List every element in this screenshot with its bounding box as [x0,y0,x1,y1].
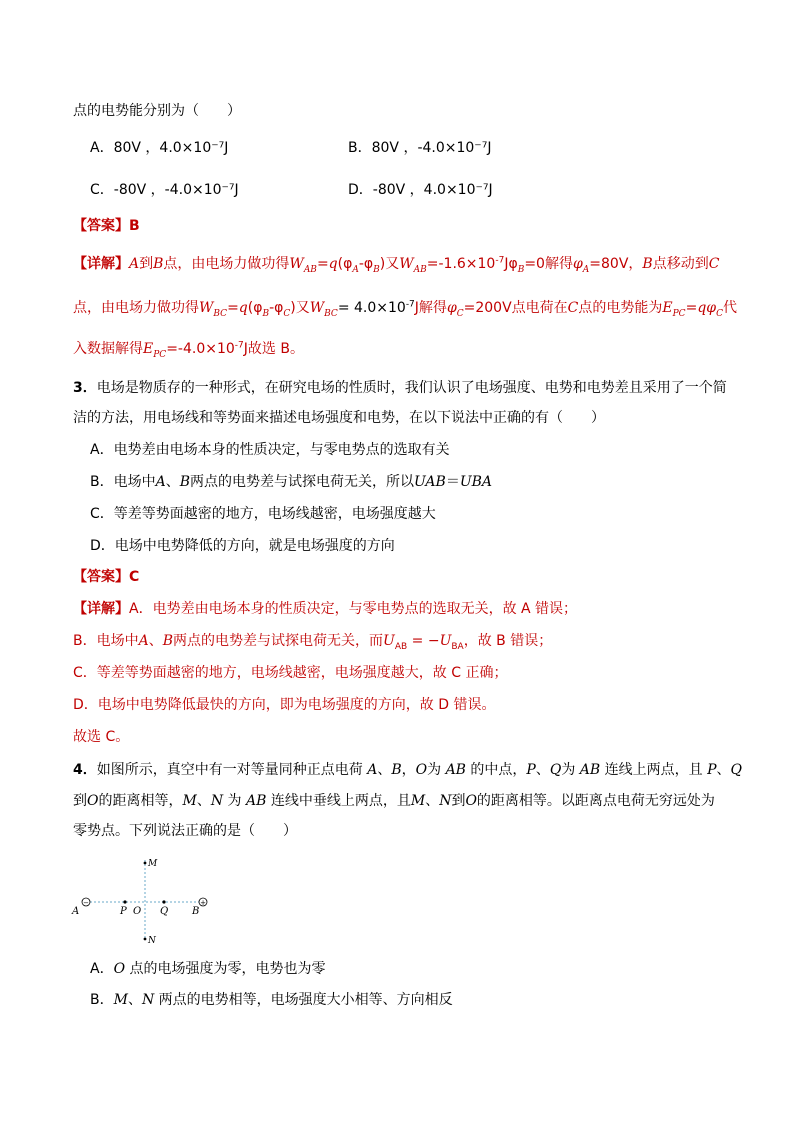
q3-conclusion: 故选 C。 [73,729,130,745]
q3-detail-line-3: C．等差等势面越密的地方，电场线越密，电场强度越大，故 C 正确； [73,665,508,681]
point-q-dot [162,900,165,903]
q3-detail-line-2: B．电场中A、B两点的电势差与试探电荷无关，而$U_{AB} = -U_{BA}$，故 B 错误； [73,633,553,652]
q4-option-b: B．M、N 两点的电势相等，电场强度大小相等、方向相反 [90,992,453,1008]
q3-answer: 【答案】C [73,569,140,585]
q3-detail-line-1: 【详解】A．电势差由电场本身的性质决定，与零电势点的选取无关，故 A 错误； [73,601,578,617]
point-p-dot [123,900,126,903]
q3-stem-line-1: 3．电场是物质存的一种形式，在研究电场的性质时，我们认识了电场强度、电势和电势差且采用了一个简 [73,380,727,396]
q2-option-a: A．80V ，4.0×10⁻⁷J [90,140,229,156]
charge-diagram [68,855,218,947]
q2-detail-line-3: 入数据解得$E_{PC}=-4.0\times 10^{-7}J$故选 B。 [73,340,304,360]
label-b: B [192,906,200,917]
label-n: N [148,936,156,946]
label-o: O [133,906,142,917]
q3-option-a: A．电势差由电场本身的性质决定，与零电势点的选取有关 [90,442,450,458]
q4-stem-line-3: 零势点。下列说法正确的是（ ） [73,823,297,839]
charge-b-sign: + [200,899,206,907]
q2-option-d: D．-80V ，4.0×10⁻⁷J [348,182,493,198]
q2-option-c: C．-80V ，-4.0×10⁻⁷J [90,182,239,198]
label-q: Q [160,906,169,917]
q3-option-b: B．电场中A、B两点的电势差与试探电荷无关，所以UAB＝UBA [90,474,493,490]
q3-option-d: D．电场中电势降低的方向，就是电场强度的方向 [90,538,395,554]
label-a: A [72,906,80,917]
label-p: P [120,906,127,917]
q2-detail-line-1: 【详解】A到B点，由电场力做功得$W_{AB}=q(\varphi_A-\varphi_B)$又$W_{AB}=-1.6\times 10^{-7}J\varphi_B=0$解得$\varphi_A=80V$，B点移动到C [73,255,720,275]
point-m-dot [144,862,147,865]
label-m: M [148,859,158,869]
charge-a-sign: − [83,899,89,907]
q2-answer: 【答案】B [73,218,140,234]
q3-stem-line-2: 洁的方法，用电场线和等势面来描述电场强度和电势，在以下说法中正确的有（ ） [73,410,605,426]
q2-option-b: B．80V ，-4.0×10⁻⁷J [348,140,492,156]
q3-option-c: C．等差等势面越密的地方，电场线越密，电场强度越大 [90,506,436,522]
q2-stem-tail: 点的电势能分别为（ ） [73,103,241,119]
point-n-dot [144,938,147,941]
q4-stem-line-2: 到O的距离相等，M、N 为 AB 连线中垂线上两点，且M、N到O的距离相等。以距离点电荷无穷远处为 [73,793,715,809]
q4-option-a: A．O 点的电场强度为零，电势也为零 [90,961,326,977]
q4-stem-line-1: 4．如图所示，真空中有一对等量同种正点电荷 A、B，O为 AB 的中点，P、Q为 AB 连线上两点，且 P、Q [73,762,742,778]
q3-detail-line-4: D．电场中电势降低最快的方向，即为电场强度的方向，故 D 错误。 [73,697,496,713]
q2-detail-line-2: 点，由电场力做功得$W_{BC}=q(\varphi_B-\varphi_C)$又$W_{BC}= 4.0\times 10^{-7}J$解得$\varphi_C=200V$点电荷在C点的电势能为$E_{PC}=q\varphi_C$代 [73,299,737,319]
